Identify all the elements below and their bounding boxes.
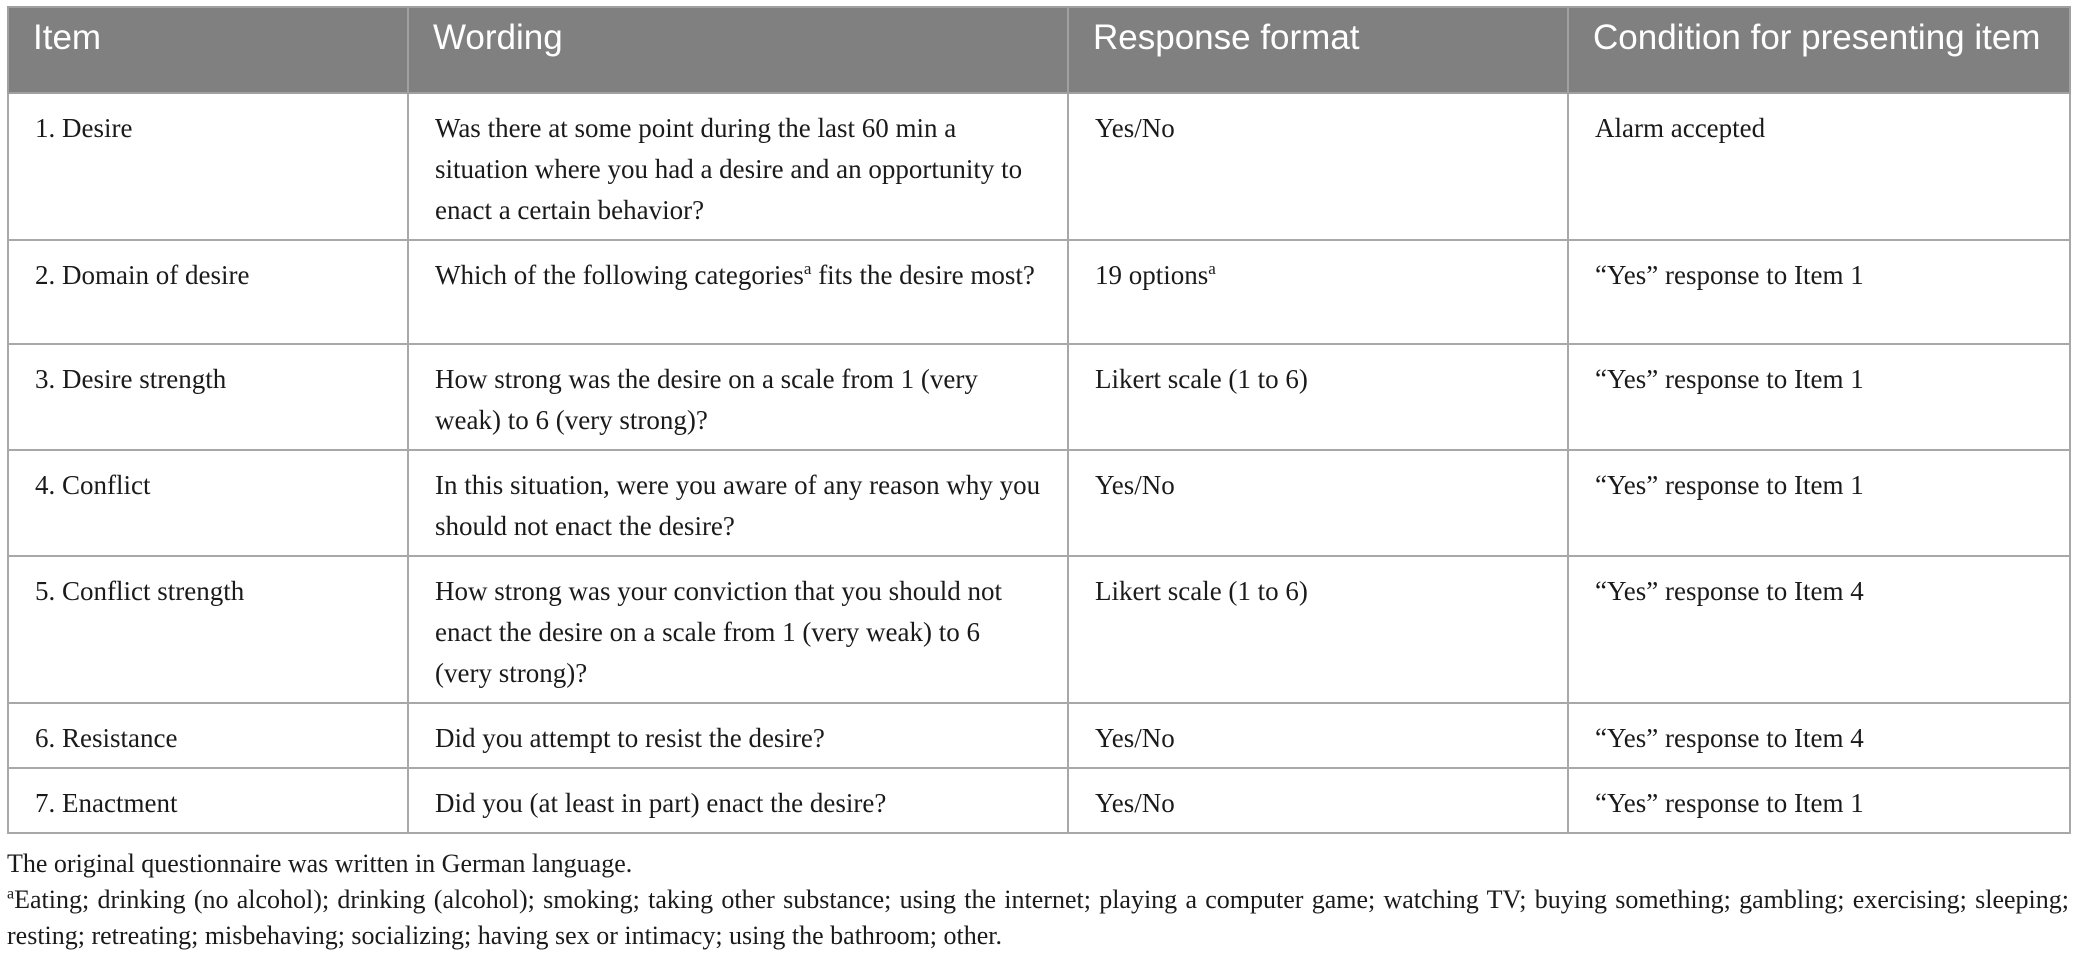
table-row — [8, 450, 2070, 556]
table-row — [8, 344, 2070, 450]
cell-wording — [408, 450, 1068, 556]
table-header-row — [8, 7, 2070, 93]
wording-text: Did you (at least in part) enact the desire? — [435, 788, 887, 818]
wording-text: Did you attempt to resist the desire? — [435, 723, 825, 753]
table-row — [8, 93, 2070, 240]
questionnaire-table-container — [7, 6, 2069, 954]
cell-format — [1068, 240, 1568, 344]
footnote-marker: a — [1208, 259, 1216, 278]
table-row — [8, 768, 2070, 833]
cell-wording — [408, 556, 1068, 703]
cell-wording — [408, 93, 1068, 240]
wording-text-after: fits the desire most? — [811, 260, 1035, 290]
table-row — [8, 240, 2070, 344]
cell-condition: “Yes” response to Item 1 — [1568, 450, 2070, 556]
cell-condition: “Yes” response to Item 1 — [1568, 768, 2070, 833]
cell-item: 5. Conflict strength — [8, 556, 408, 703]
cell-format: Likert scale (1 to 6) — [1068, 344, 1568, 450]
table-row — [8, 556, 2070, 703]
wording-text: Was there at some point during the last 60 min a situation where you had a desire and an opportunity to enact a certain behavior? — [435, 113, 1023, 225]
note-original-language: The original questionnaire was written in German language. — [7, 849, 633, 878]
cell-item: 6. Resistance — [8, 703, 408, 768]
wording-text: Which of the following categories — [435, 260, 804, 290]
cell-wording — [408, 768, 1068, 833]
footnote-marker: a — [7, 885, 15, 903]
wording-text: How strong was your conviction that you should not enact the desire on a scale from 1 (very weak) to 6 (very strong)? — [435, 576, 1002, 688]
cell-item: 2. Domain of desire — [8, 240, 408, 344]
cell-condition: “Yes” response to Item 1 — [1568, 344, 2070, 450]
cell-wording — [408, 344, 1068, 450]
cell-format: Yes/No — [1068, 93, 1568, 240]
footnote-a — [7, 882, 2069, 954]
cell-wording — [408, 240, 1068, 344]
footnote-marker: a — [803, 259, 812, 278]
header-wording: Wording — [408, 7, 1068, 93]
cell-condition: “Yes” response to Item 1 — [1568, 240, 2070, 344]
table-notes — [7, 846, 2069, 954]
cell-format: Yes/No — [1068, 703, 1568, 768]
format-text: 19 options — [1095, 260, 1209, 290]
header-condition: Condition for presenting item — [1568, 7, 2070, 93]
cell-item: 1. Desire — [8, 93, 408, 240]
header-item: Item — [8, 7, 408, 93]
cell-item: 4. Conflict — [8, 450, 408, 556]
table-row — [8, 703, 2070, 768]
questionnaire-items-table — [7, 6, 2071, 834]
cell-format: Yes/No — [1068, 450, 1568, 556]
cell-condition: Alarm accepted — [1568, 93, 2070, 240]
wording-text: How strong was the desire on a scale from 1 (very weak) to 6 (very strong)? — [435, 364, 978, 435]
cell-format: Yes/No — [1068, 768, 1568, 833]
cell-item: 7. Enactment — [8, 768, 408, 833]
cell-condition: “Yes” response to Item 4 — [1568, 703, 2070, 768]
wording-text: In this situation, were you aware of any reason why you should not enact the desire? — [435, 470, 1041, 541]
cell-wording — [408, 703, 1068, 768]
cell-item: 3. Desire strength — [8, 344, 408, 450]
cell-format: Likert scale (1 to 6) — [1068, 556, 1568, 703]
header-response-format: Response format — [1068, 7, 1568, 93]
cell-condition: “Yes” response to Item 4 — [1568, 556, 2070, 703]
footnote-text: Eating; drinking (no alcohol); drinking (alcohol); smoking; taking other substance; using the internet; playing a computer game; watching TV; buying something; gambling; exercising; sleeping; resting; retreating; misbehaving; socializing; having sex or intimacy; using the bathroom; other. — [7, 885, 2069, 950]
